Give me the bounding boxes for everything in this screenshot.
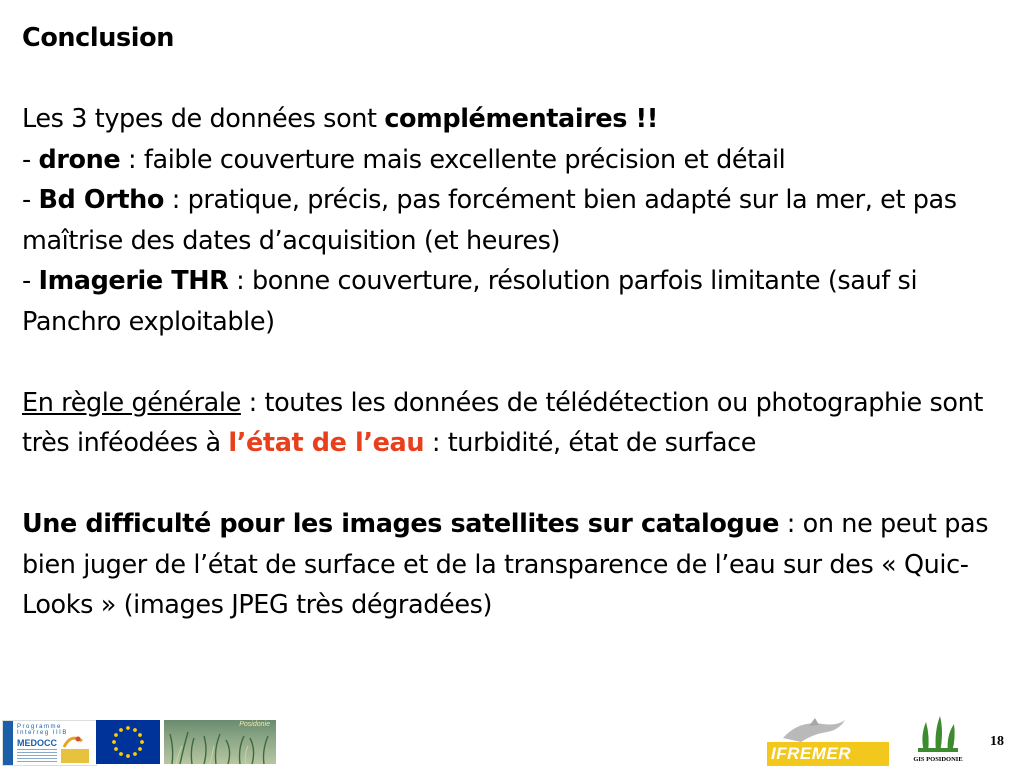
slide-content <box>22 18 1012 626</box>
posidonie-image <box>164 720 276 764</box>
bullet-prefix: - <box>22 144 39 175</box>
bullet-text: : faible couverture mais excellente précision et détail <box>120 144 786 175</box>
ifremer-wordmark: IFREMER <box>771 744 851 763</box>
difficulty-text: : on ne peut pas bien juger de l’état de surface et de la transparence de l’eau sur des « Quic-Looks » (images JPEG très dégradées) <box>22 509 989 620</box>
bullet-term: Bd Ortho <box>38 185 164 215</box>
footer <box>0 710 1024 768</box>
bullet-prefix: - <box>22 266 39 296</box>
gis-posidonie-logo <box>905 712 971 768</box>
bullet-prefix: - <box>22 185 39 215</box>
bullet-imagerie-thr <box>22 261 1012 342</box>
intro-line <box>22 99 1012 140</box>
bullet-term: Imagerie THR <box>38 266 229 296</box>
spacer <box>22 59 1012 100</box>
medocc-swoosh-icon <box>63 735 83 749</box>
medocc-logo <box>2 720 97 766</box>
medocc-interreg-label: Interreg IIIB <box>17 730 68 736</box>
bullet-drone <box>22 140 1012 181</box>
water-state-highlight: l’état de l’eau <box>228 428 425 458</box>
medocc-programme-label: Programme <box>17 724 62 730</box>
difficulty-lead: Une difficulté pour les images satellites sur catalogue <box>22 509 780 539</box>
spacer <box>22 342 1012 383</box>
gis-plant-icon <box>914 714 962 754</box>
spacer <box>22 464 1012 505</box>
ifremer-logo <box>757 716 897 768</box>
medocc-band <box>3 721 13 765</box>
gis-posidonie-label: GIS POSIDONIE <box>913 756 963 763</box>
bullet-text: : pratique, précis, pas forcément bien adapté sur la mer, et pas maîtrise des dates d’acquisition (et heures) <box>22 185 957 256</box>
general-text-after: : turbidité, état de surface <box>424 428 757 458</box>
page-number: 18 <box>990 734 1004 749</box>
eu-flag-icon <box>96 720 160 764</box>
intro-emphasis: complémentaires !! <box>384 104 658 134</box>
difficulty-paragraph <box>22 504 1012 626</box>
posidonie-label: Posidonie <box>239 721 270 728</box>
general-lead: En règle générale <box>22 387 241 418</box>
general-text: : toutes les données de télédétection ou photographie sont très inféodées à <box>22 387 983 458</box>
bullet-term: drone <box>38 144 121 175</box>
slide-title: Conclusion <box>22 23 174 53</box>
medocc-name: MEDOCC <box>17 738 57 748</box>
medocc-programme <box>17 724 68 736</box>
medocc-small-text <box>17 749 57 763</box>
bullet-bd-ortho <box>22 180 1012 261</box>
intro-text: Les 3 types de données sont <box>22 104 385 134</box>
general-paragraph <box>22 383 1012 464</box>
medocc-map-icon <box>61 749 89 763</box>
bullet-text: : bonne couverture, résolution parfois limitante (sauf si Panchro exploitable) <box>22 266 918 337</box>
